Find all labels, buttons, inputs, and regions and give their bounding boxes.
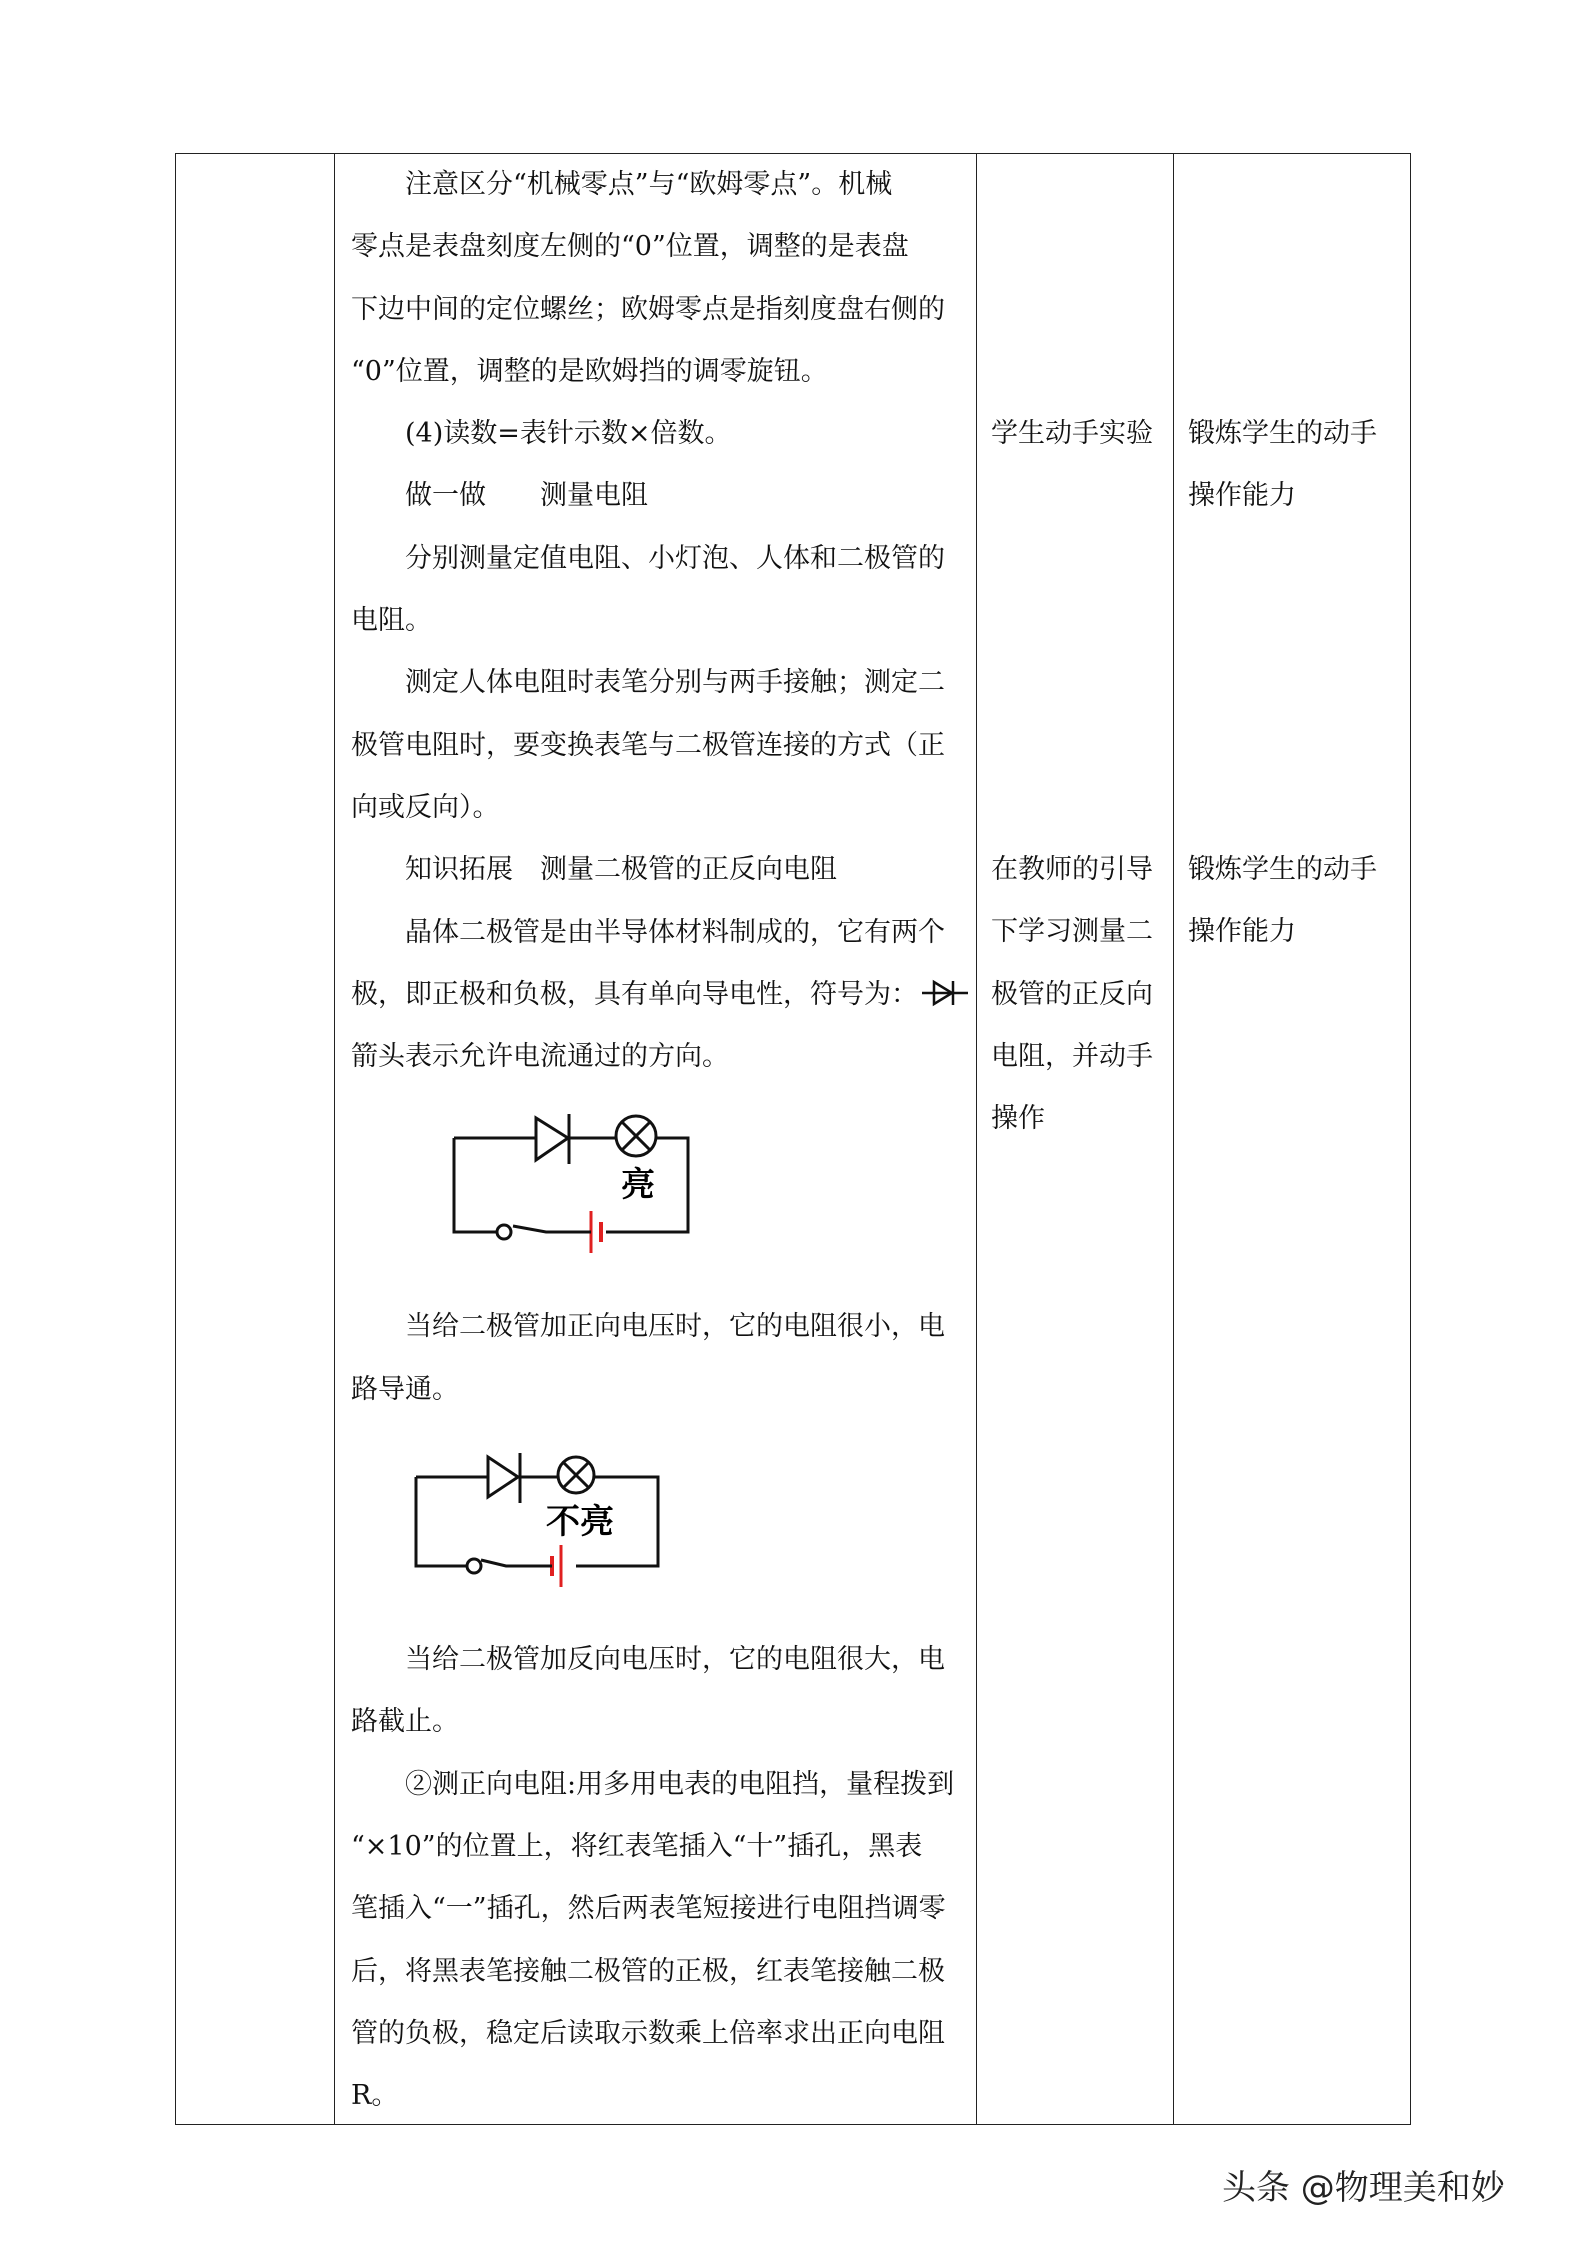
text-line: 晶体二极管是由半导体材料制成的，它有两个 bbox=[405, 916, 945, 948]
circuit-diagram bbox=[416, 1096, 716, 1266]
table-divider bbox=[334, 154, 335, 2124]
text-line: 锻炼学生的动手 bbox=[1188, 854, 1377, 885]
text-line: 极管的正反向 bbox=[991, 978, 1153, 1010]
text-line: 箭头表示允许电流通过的方向。 bbox=[351, 1041, 729, 1073]
text-line: R。 bbox=[351, 2080, 399, 2112]
student-activity: 学生动手实验 bbox=[991, 418, 1153, 449]
table-divider bbox=[976, 154, 977, 2124]
design-intent bbox=[1188, 403, 1377, 528]
text-line: 注意区分“机械零点”与“欧姆零点”。机械 bbox=[405, 169, 893, 200]
text-line: 笔插入“一”插孔，然后两表笔短接进行电阻挡调零 bbox=[351, 1893, 946, 1925]
text-line: 操作 bbox=[991, 1103, 1045, 1135]
text-line: 电阻。 bbox=[351, 605, 432, 637]
text: 极，即正极和负极，具有单向导电性，符号为： bbox=[351, 978, 918, 1010]
forward-bias-circuit bbox=[351, 1088, 966, 1296]
student-activity bbox=[991, 839, 1153, 1150]
text-line: “×10”的位置上，将红表笔插入“十”插孔，黑表 bbox=[351, 1830, 923, 1862]
text-line: 电阻，并动手 bbox=[991, 1040, 1153, 1072]
text-line: 测定人体电阻时表笔分别与两手接触；测定二 bbox=[405, 667, 945, 699]
section-heading: 做一做 测量电阻 bbox=[405, 480, 648, 512]
text-line: 当给二极管加反向电压时，它的电阻很大，电 bbox=[405, 1644, 945, 1676]
text-line: 向或反向）。 bbox=[351, 791, 500, 823]
content-column bbox=[351, 154, 966, 2127]
text-line: 下边中间的定位螺丝；欧姆零点是指刻度盘右侧的 bbox=[351, 293, 945, 325]
design-intent bbox=[1188, 839, 1377, 964]
text-line: 后，将黑表笔接触二极管的正极，红表笔接触二极 bbox=[351, 1955, 945, 1987]
diode-symbol-icon bbox=[922, 978, 968, 1008]
text-line: 极管电阻时，要变换表笔与二极管连接的方式（正 bbox=[351, 729, 945, 761]
lesson-table bbox=[175, 153, 1411, 2125]
text-line: (4)读数=表针示数×倍数。 bbox=[405, 418, 732, 450]
text-line: 下学习测量二 bbox=[991, 916, 1153, 948]
text-line: 分别测量定值电阻、小灯泡、人体和二极管的 bbox=[405, 542, 945, 574]
text-line: 锻炼学生的动手 bbox=[1188, 418, 1377, 449]
text-line bbox=[351, 964, 966, 1026]
text-line: 路截止。 bbox=[351, 1706, 459, 1738]
text-line: 管的负极，稳定后读取示数乘上倍率求出正向电阻 bbox=[351, 2017, 945, 2049]
text-line: ②测正向电阻:用多用电表的电阻挡，量程拨到 bbox=[405, 1768, 955, 1800]
text-line: 路导通。 bbox=[351, 1373, 459, 1405]
text-line: 在教师的引导 bbox=[991, 854, 1153, 885]
text-line: 操作能力 bbox=[1188, 916, 1296, 948]
circuit-diagram bbox=[406, 1441, 686, 1601]
watermark: 头条 @物理美和妙 bbox=[1222, 2168, 1505, 2208]
reverse-bias-circuit bbox=[351, 1421, 966, 1629]
text-line: 操作能力 bbox=[1188, 480, 1296, 512]
lamp-on-label: 亮 bbox=[621, 1165, 655, 1206]
text-line: 零点是表盘刻度左侧的“0”位置，调整的是表盘 bbox=[351, 231, 909, 263]
lamp-off-label: 不亮 bbox=[546, 1502, 614, 1543]
table-divider bbox=[1173, 154, 1174, 2124]
text-line: “0”位置，调整的是欧姆挡的调零旋钮。 bbox=[351, 355, 828, 387]
text-line: 当给二极管加正向电压时，它的电阻很小，电 bbox=[405, 1311, 945, 1343]
section-heading: 知识拓展 测量二极管的正反向电阻 bbox=[405, 854, 837, 886]
